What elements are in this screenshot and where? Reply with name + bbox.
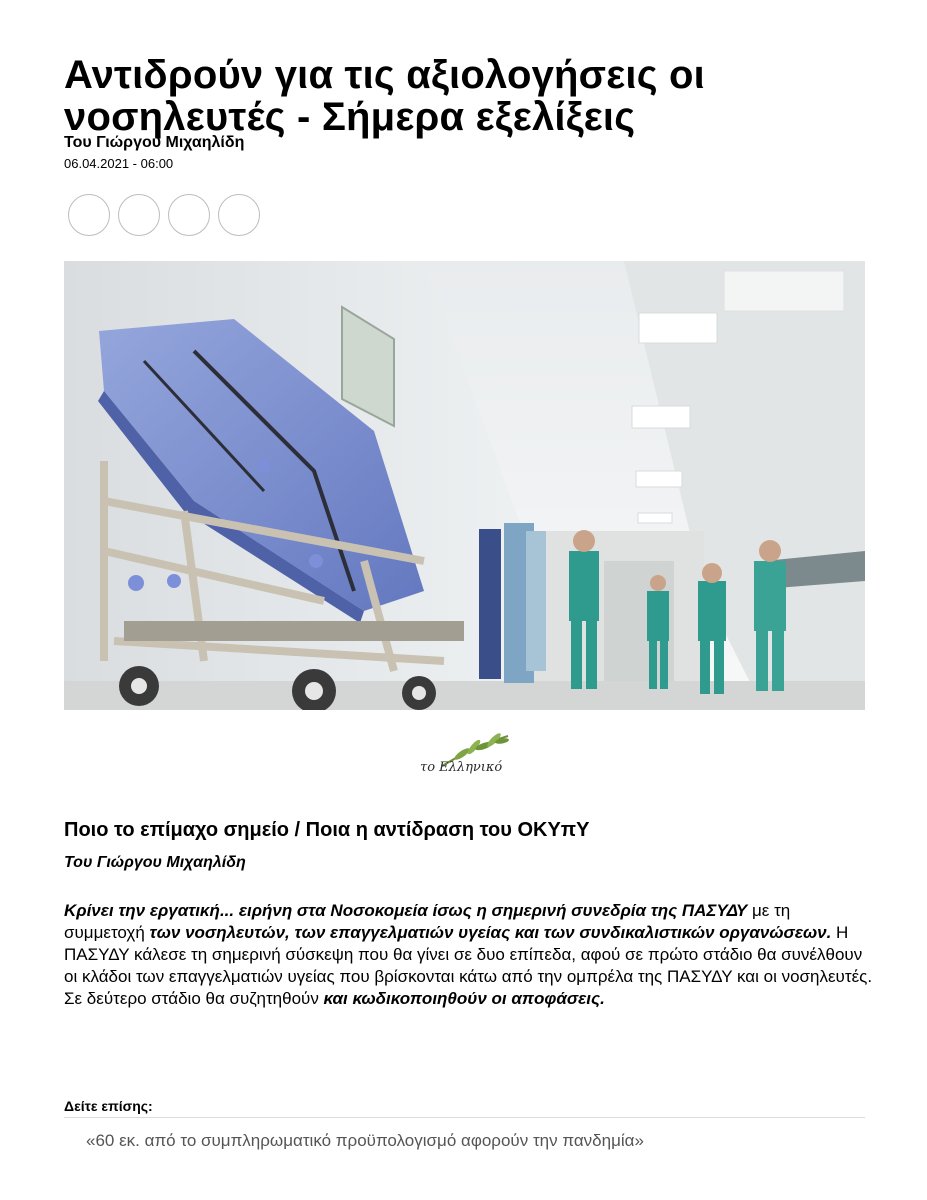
article-datetime: 06.04.2021 - 06:00 bbox=[64, 156, 174, 171]
newspaper-logo bbox=[412, 732, 516, 792]
share-button-1[interactable] bbox=[68, 194, 110, 236]
article-subheading: Ποιο το επίμαχο σημείο / Ποια η αντίδραση του ΟΚΥπΥ bbox=[64, 819, 590, 841]
see-also-divider bbox=[64, 1117, 865, 1118]
body-emphasis-1: των νοσηλευτών, των επαγγελματιών υγείας και των συνδικαλιστικών οργανώσεων. bbox=[149, 923, 832, 942]
article-author: Του Γιώργου Μιχαηλίδη bbox=[64, 854, 246, 871]
hero-image-hospital-corridor bbox=[64, 261, 865, 710]
share-button-4[interactable] bbox=[218, 194, 260, 236]
body-emphasis-2: και κωδικοποιηθούν οι αποφάσεις. bbox=[323, 989, 605, 1008]
share-button-2[interactable] bbox=[118, 194, 160, 236]
article-byline: Του Γιώργου Μιχαηλίδη bbox=[64, 134, 245, 151]
body-text-2: Η ΠΑΣΥΔΥ κάλεσε τη σημερινή σύσκεψη που θα γίνει σε δυο επίπεδα, αφού σε πρώτο στάδιο θα συνέλθουν οι κλάδοι των επαγγελματιών υγείας που βρίσκονται κάτω από την ομπρέλα της ΠΑΣΥΔΥ και οι νοσηλευτές. Σε δεύτερο στάδιο θα συζητηθούν bbox=[64, 923, 873, 1008]
article-body bbox=[64, 900, 874, 1010]
see-also-label: Δείτε επίσης: bbox=[64, 1098, 153, 1114]
body-lead: Κρίνει την εργατική... ειρήνη στα Νοσοκομεία ίσως η σημερινή συνεδρία της ΠΑΣΥΔΥ bbox=[64, 901, 748, 920]
see-also-link[interactable]: «60 εκ. από το συμπληρωματικό προϋπολογισμό αφορούν την πανδημία» bbox=[86, 1131, 644, 1150]
share-button-3[interactable] bbox=[168, 194, 210, 236]
article-title: Αντιδρούν για τις αξιολογήσεις οι νοσηλευτές - Σήμερα εξελίξεις bbox=[64, 53, 705, 139]
body-text-1: με τη συμμετοχή bbox=[64, 901, 791, 942]
newspaper-logo-text: το Ελληνικό bbox=[420, 760, 503, 775]
share-buttons bbox=[68, 194, 260, 236]
